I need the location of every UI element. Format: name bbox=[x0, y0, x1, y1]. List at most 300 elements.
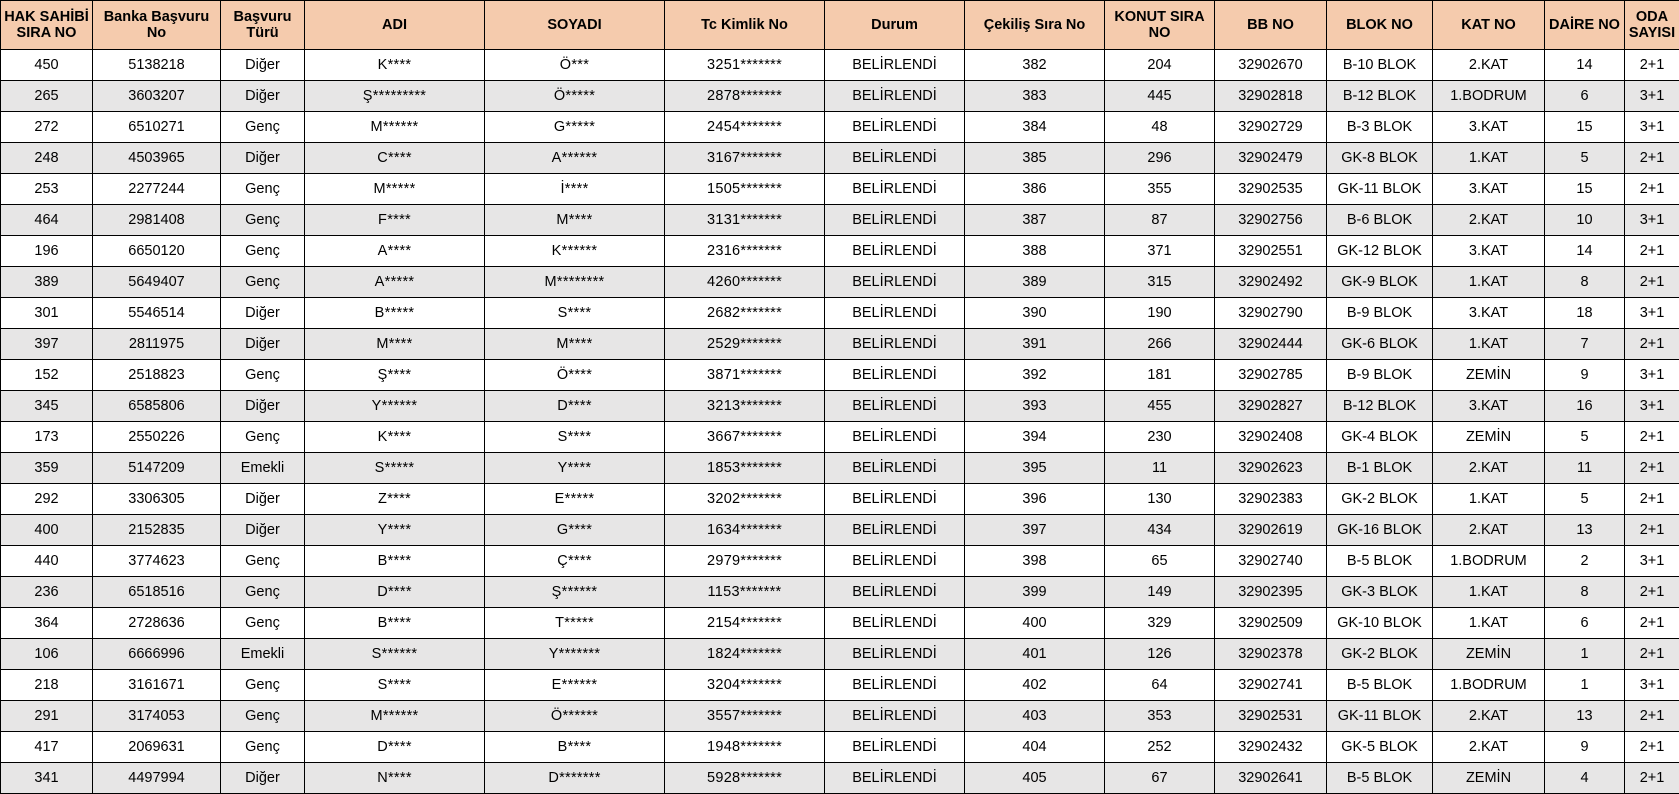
cell-basvuru-turu: Genç bbox=[221, 577, 305, 608]
table-row bbox=[1, 205, 1679, 236]
cell-adi: B**** bbox=[305, 608, 485, 639]
cell-blok-no: B-6 BLOK bbox=[1327, 205, 1433, 236]
cell-oda-sayisi: 3+1 bbox=[1625, 360, 1679, 391]
cell-blok-no: B-9 BLOK bbox=[1327, 298, 1433, 329]
cell-blok-no: GK-11 BLOK bbox=[1327, 174, 1433, 205]
cell-adi: Z**** bbox=[305, 484, 485, 515]
table-row bbox=[1, 670, 1679, 701]
cell-konut-sira-no: 65 bbox=[1105, 546, 1215, 577]
cell-kat-no: ZEMİN bbox=[1433, 639, 1545, 670]
cell-basvuru-turu: Emekli bbox=[221, 639, 305, 670]
cell-bb-no: 32902790 bbox=[1215, 298, 1327, 329]
cell-oda-sayisi: 2+1 bbox=[1625, 174, 1679, 205]
cell-soyadi: A****** bbox=[485, 143, 665, 174]
cell-cekilis-sira-no: 392 bbox=[965, 360, 1105, 391]
cell-konut-sira-no: 355 bbox=[1105, 174, 1215, 205]
cell-durum: BELİRLENDİ bbox=[825, 546, 965, 577]
cell-kat-no: 2.KAT bbox=[1433, 732, 1545, 763]
cell-durum: BELİRLENDİ bbox=[825, 267, 965, 298]
cell-blok-no: GK-11 BLOK bbox=[1327, 701, 1433, 732]
cell-cekilis-sira-no: 383 bbox=[965, 81, 1105, 112]
cell-konut-sira-no: 181 bbox=[1105, 360, 1215, 391]
cell-oda-sayisi: 2+1 bbox=[1625, 763, 1679, 794]
table-row bbox=[1, 329, 1679, 360]
cell-banka-basvuru-no: 2811975 bbox=[93, 329, 221, 360]
cell-blok-no: GK-8 BLOK bbox=[1327, 143, 1433, 174]
cell-cekilis-sira-no: 397 bbox=[965, 515, 1105, 546]
cell-daire-no: 15 bbox=[1545, 112, 1625, 143]
cell-durum: BELİRLENDİ bbox=[825, 329, 965, 360]
cell-basvuru-turu: Diğer bbox=[221, 391, 305, 422]
cell-cekilis-sira-no: 396 bbox=[965, 484, 1105, 515]
cell-adi: M***** bbox=[305, 174, 485, 205]
cell-blok-no: B-3 BLOK bbox=[1327, 112, 1433, 143]
cell-banka-basvuru-no: 5546514 bbox=[93, 298, 221, 329]
cell-banka-basvuru-no: 3603207 bbox=[93, 81, 221, 112]
cell-oda-sayisi: 2+1 bbox=[1625, 515, 1679, 546]
cell-konut-sira-no: 455 bbox=[1105, 391, 1215, 422]
column-header-tc-kimlik-no: Tc Kimlik No bbox=[665, 1, 825, 50]
cell-adi: Ş********* bbox=[305, 81, 485, 112]
cell-konut-sira-no: 48 bbox=[1105, 112, 1215, 143]
cell-soyadi: Ş****** bbox=[485, 577, 665, 608]
cell-basvuru-turu: Diğer bbox=[221, 50, 305, 81]
cell-soyadi: Y******* bbox=[485, 639, 665, 670]
cell-banka-basvuru-no: 3161671 bbox=[93, 670, 221, 701]
cell-bb-no: 32902531 bbox=[1215, 701, 1327, 732]
cell-blok-no: GK-5 BLOK bbox=[1327, 732, 1433, 763]
cell-cekilis-sira-no: 393 bbox=[965, 391, 1105, 422]
cell-bb-no: 32902740 bbox=[1215, 546, 1327, 577]
cell-basvuru-turu: Diğer bbox=[221, 298, 305, 329]
cell-konut-sira-no: 329 bbox=[1105, 608, 1215, 639]
table-row bbox=[1, 236, 1679, 267]
table-header bbox=[1, 1, 1679, 50]
cell-banka-basvuru-no: 3174053 bbox=[93, 701, 221, 732]
cell-konut-sira-no: 434 bbox=[1105, 515, 1215, 546]
cell-tc-kimlik-no: 2154******* bbox=[665, 608, 825, 639]
cell-konut-sira-no: 445 bbox=[1105, 81, 1215, 112]
cell-oda-sayisi: 2+1 bbox=[1625, 732, 1679, 763]
cell-tc-kimlik-no: 3202******* bbox=[665, 484, 825, 515]
cell-soyadi: D******* bbox=[485, 763, 665, 794]
cell-blok-no: B-5 BLOK bbox=[1327, 763, 1433, 794]
cell-banka-basvuru-no: 3774623 bbox=[93, 546, 221, 577]
cell-hak-sahibi-sira-no: 397 bbox=[1, 329, 93, 360]
cell-oda-sayisi: 2+1 bbox=[1625, 236, 1679, 267]
cell-soyadi: E****** bbox=[485, 670, 665, 701]
cell-basvuru-turu: Genç bbox=[221, 267, 305, 298]
cell-basvuru-turu: Diğer bbox=[221, 763, 305, 794]
cell-soyadi: T***** bbox=[485, 608, 665, 639]
cell-hak-sahibi-sira-no: 272 bbox=[1, 112, 93, 143]
cell-durum: BELİRLENDİ bbox=[825, 453, 965, 484]
cell-adi: S**** bbox=[305, 670, 485, 701]
cell-bb-no: 32902383 bbox=[1215, 484, 1327, 515]
cell-oda-sayisi: 3+1 bbox=[1625, 546, 1679, 577]
column-header-adi: ADI bbox=[305, 1, 485, 50]
cell-durum: BELİRLENDİ bbox=[825, 205, 965, 236]
cell-oda-sayisi: 2+1 bbox=[1625, 453, 1679, 484]
cell-basvuru-turu: Emekli bbox=[221, 453, 305, 484]
cell-tc-kimlik-no: 2316******* bbox=[665, 236, 825, 267]
cell-adi: K**** bbox=[305, 50, 485, 81]
cell-soyadi: M**** bbox=[485, 329, 665, 360]
cell-banka-basvuru-no: 6666996 bbox=[93, 639, 221, 670]
cell-adi: S****** bbox=[305, 639, 485, 670]
cell-konut-sira-no: 266 bbox=[1105, 329, 1215, 360]
cell-cekilis-sira-no: 395 bbox=[965, 453, 1105, 484]
cell-banka-basvuru-no: 6585806 bbox=[93, 391, 221, 422]
cell-bb-no: 32902408 bbox=[1215, 422, 1327, 453]
cell-blok-no: GK-2 BLOK bbox=[1327, 484, 1433, 515]
cell-daire-no: 4 bbox=[1545, 763, 1625, 794]
cell-oda-sayisi: 2+1 bbox=[1625, 329, 1679, 360]
cell-kat-no: 1.KAT bbox=[1433, 484, 1545, 515]
table-body bbox=[1, 50, 1679, 794]
column-header-daire-no: DAİRE NO bbox=[1545, 1, 1625, 50]
cell-basvuru-turu: Genç bbox=[221, 546, 305, 577]
cell-oda-sayisi: 3+1 bbox=[1625, 205, 1679, 236]
cell-durum: BELİRLENDİ bbox=[825, 174, 965, 205]
cell-konut-sira-no: 190 bbox=[1105, 298, 1215, 329]
cell-cekilis-sira-no: 394 bbox=[965, 422, 1105, 453]
cell-daire-no: 5 bbox=[1545, 143, 1625, 174]
cell-kat-no: 3.KAT bbox=[1433, 391, 1545, 422]
table-row bbox=[1, 174, 1679, 205]
cell-cekilis-sira-no: 387 bbox=[965, 205, 1105, 236]
cell-blok-no: B-9 BLOK bbox=[1327, 360, 1433, 391]
cell-bb-no: 32902827 bbox=[1215, 391, 1327, 422]
cell-hak-sahibi-sira-no: 440 bbox=[1, 546, 93, 577]
cell-oda-sayisi: 3+1 bbox=[1625, 298, 1679, 329]
column-header-hak-sahibi-sira-no: HAK SAHİBİ SIRA NO bbox=[1, 1, 93, 50]
cell-banka-basvuru-no: 2069631 bbox=[93, 732, 221, 763]
cell-hak-sahibi-sira-no: 364 bbox=[1, 608, 93, 639]
cell-adi: D**** bbox=[305, 577, 485, 608]
cell-durum: BELİRLENDİ bbox=[825, 701, 965, 732]
cell-hak-sahibi-sira-no: 196 bbox=[1, 236, 93, 267]
cell-cekilis-sira-no: 385 bbox=[965, 143, 1105, 174]
table-row bbox=[1, 360, 1679, 391]
cell-bb-no: 32902432 bbox=[1215, 732, 1327, 763]
column-header-soyadi: SOYADI bbox=[485, 1, 665, 50]
cell-konut-sira-no: 130 bbox=[1105, 484, 1215, 515]
cell-durum: BELİRLENDİ bbox=[825, 763, 965, 794]
table-row bbox=[1, 484, 1679, 515]
cell-tc-kimlik-no: 3557******* bbox=[665, 701, 825, 732]
cell-daire-no: 9 bbox=[1545, 732, 1625, 763]
cell-cekilis-sira-no: 386 bbox=[965, 174, 1105, 205]
cell-banka-basvuru-no: 5147209 bbox=[93, 453, 221, 484]
cell-cekilis-sira-no: 401 bbox=[965, 639, 1105, 670]
cell-oda-sayisi: 2+1 bbox=[1625, 639, 1679, 670]
cell-soyadi: G***** bbox=[485, 112, 665, 143]
cell-soyadi: D**** bbox=[485, 391, 665, 422]
cell-kat-no: 3.KAT bbox=[1433, 112, 1545, 143]
cell-cekilis-sira-no: 390 bbox=[965, 298, 1105, 329]
cell-blok-no: B-5 BLOK bbox=[1327, 670, 1433, 701]
cell-kat-no: 2.KAT bbox=[1433, 515, 1545, 546]
cell-kat-no: 2.KAT bbox=[1433, 205, 1545, 236]
cell-durum: BELİRLENDİ bbox=[825, 391, 965, 422]
cell-bb-no: 32902619 bbox=[1215, 515, 1327, 546]
cell-cekilis-sira-no: 405 bbox=[965, 763, 1105, 794]
cell-adi: B***** bbox=[305, 298, 485, 329]
cell-kat-no: 3.KAT bbox=[1433, 298, 1545, 329]
cell-hak-sahibi-sira-no: 301 bbox=[1, 298, 93, 329]
cell-blok-no: GK-3 BLOK bbox=[1327, 577, 1433, 608]
cell-banka-basvuru-no: 6518516 bbox=[93, 577, 221, 608]
cell-oda-sayisi: 2+1 bbox=[1625, 701, 1679, 732]
cell-oda-sayisi: 2+1 bbox=[1625, 577, 1679, 608]
cell-durum: BELİRLENDİ bbox=[825, 50, 965, 81]
cell-tc-kimlik-no: 1824******* bbox=[665, 639, 825, 670]
cell-durum: BELİRLENDİ bbox=[825, 360, 965, 391]
cell-durum: BELİRLENDİ bbox=[825, 143, 965, 174]
cell-soyadi: Ö*** bbox=[485, 50, 665, 81]
cell-konut-sira-no: 204 bbox=[1105, 50, 1215, 81]
table-row bbox=[1, 608, 1679, 639]
cell-banka-basvuru-no: 2152835 bbox=[93, 515, 221, 546]
cell-konut-sira-no: 353 bbox=[1105, 701, 1215, 732]
cell-kat-no: 2.KAT bbox=[1433, 50, 1545, 81]
cell-konut-sira-no: 149 bbox=[1105, 577, 1215, 608]
cell-bb-no: 32902756 bbox=[1215, 205, 1327, 236]
cell-konut-sira-no: 296 bbox=[1105, 143, 1215, 174]
cell-banka-basvuru-no: 4503965 bbox=[93, 143, 221, 174]
cell-hak-sahibi-sira-no: 389 bbox=[1, 267, 93, 298]
table-row bbox=[1, 639, 1679, 670]
cell-tc-kimlik-no: 3131******* bbox=[665, 205, 825, 236]
cell-hak-sahibi-sira-no: 341 bbox=[1, 763, 93, 794]
cell-bb-no: 32902492 bbox=[1215, 267, 1327, 298]
table-row bbox=[1, 112, 1679, 143]
cell-daire-no: 8 bbox=[1545, 267, 1625, 298]
column-header-cekilis-sira-no: Çekiliş Sıra No bbox=[965, 1, 1105, 50]
cell-blok-no: B-12 BLOK bbox=[1327, 391, 1433, 422]
cell-kat-no: 1.KAT bbox=[1433, 577, 1545, 608]
cell-bb-no: 32902741 bbox=[1215, 670, 1327, 701]
cell-basvuru-turu: Diğer bbox=[221, 329, 305, 360]
cell-basvuru-turu: Diğer bbox=[221, 515, 305, 546]
column-header-oda-sayisi: ODA SAYISI bbox=[1625, 1, 1679, 50]
cell-konut-sira-no: 87 bbox=[1105, 205, 1215, 236]
cell-cekilis-sira-no: 388 bbox=[965, 236, 1105, 267]
table-row bbox=[1, 577, 1679, 608]
table-header-row bbox=[1, 1, 1679, 50]
cell-tc-kimlik-no: 1948******* bbox=[665, 732, 825, 763]
cell-tc-kimlik-no: 1153******* bbox=[665, 577, 825, 608]
cell-banka-basvuru-no: 5138218 bbox=[93, 50, 221, 81]
cell-hak-sahibi-sira-no: 417 bbox=[1, 732, 93, 763]
cell-konut-sira-no: 315 bbox=[1105, 267, 1215, 298]
cell-daire-no: 15 bbox=[1545, 174, 1625, 205]
cell-adi: M****** bbox=[305, 701, 485, 732]
cell-soyadi: M**** bbox=[485, 205, 665, 236]
cell-tc-kimlik-no: 3667******* bbox=[665, 422, 825, 453]
cell-daire-no: 14 bbox=[1545, 236, 1625, 267]
cell-hak-sahibi-sira-no: 400 bbox=[1, 515, 93, 546]
cell-kat-no: ZEMİN bbox=[1433, 763, 1545, 794]
cell-oda-sayisi: 3+1 bbox=[1625, 670, 1679, 701]
cell-bb-no: 32902818 bbox=[1215, 81, 1327, 112]
table-row bbox=[1, 515, 1679, 546]
cell-adi: M****** bbox=[305, 112, 485, 143]
cell-soyadi: K****** bbox=[485, 236, 665, 267]
cell-hak-sahibi-sira-no: 248 bbox=[1, 143, 93, 174]
column-header-blok-no: BLOK NO bbox=[1327, 1, 1433, 50]
cell-tc-kimlik-no: 1634******* bbox=[665, 515, 825, 546]
cell-konut-sira-no: 371 bbox=[1105, 236, 1215, 267]
cell-bb-no: 32902378 bbox=[1215, 639, 1327, 670]
cell-bb-no: 32902444 bbox=[1215, 329, 1327, 360]
column-header-durum: Durum bbox=[825, 1, 965, 50]
cell-blok-no: GK-9 BLOK bbox=[1327, 267, 1433, 298]
cell-daire-no: 8 bbox=[1545, 577, 1625, 608]
cell-bb-no: 32902623 bbox=[1215, 453, 1327, 484]
cell-daire-no: 9 bbox=[1545, 360, 1625, 391]
cell-hak-sahibi-sira-no: 253 bbox=[1, 174, 93, 205]
cell-cekilis-sira-no: 404 bbox=[965, 732, 1105, 763]
cell-adi: F**** bbox=[305, 205, 485, 236]
cell-oda-sayisi: 3+1 bbox=[1625, 391, 1679, 422]
cell-adi: K**** bbox=[305, 422, 485, 453]
column-header-basvuru-turu: Başvuru Türü bbox=[221, 1, 305, 50]
cell-cekilis-sira-no: 400 bbox=[965, 608, 1105, 639]
cell-tc-kimlik-no: 3871******* bbox=[665, 360, 825, 391]
cell-blok-no: B-5 BLOK bbox=[1327, 546, 1433, 577]
table-row bbox=[1, 143, 1679, 174]
cell-blok-no: B-12 BLOK bbox=[1327, 81, 1433, 112]
cell-durum: BELİRLENDİ bbox=[825, 670, 965, 701]
table-row bbox=[1, 81, 1679, 112]
cell-banka-basvuru-no: 2518823 bbox=[93, 360, 221, 391]
column-header-kat-no: KAT NO bbox=[1433, 1, 1545, 50]
cell-durum: BELİRLENDİ bbox=[825, 81, 965, 112]
cell-oda-sayisi: 2+1 bbox=[1625, 422, 1679, 453]
table-row bbox=[1, 50, 1679, 81]
cell-basvuru-turu: Genç bbox=[221, 205, 305, 236]
cell-banka-basvuru-no: 2550226 bbox=[93, 422, 221, 453]
cell-kat-no: 3.KAT bbox=[1433, 174, 1545, 205]
cell-durum: BELİRLENDİ bbox=[825, 732, 965, 763]
cell-durum: BELİRLENDİ bbox=[825, 608, 965, 639]
cell-adi: Ş**** bbox=[305, 360, 485, 391]
cell-oda-sayisi: 2+1 bbox=[1625, 143, 1679, 174]
cell-kat-no: ZEMİN bbox=[1433, 422, 1545, 453]
cell-banka-basvuru-no: 2981408 bbox=[93, 205, 221, 236]
cell-bb-no: 32902551 bbox=[1215, 236, 1327, 267]
cell-tc-kimlik-no: 2454******* bbox=[665, 112, 825, 143]
table-row bbox=[1, 763, 1679, 794]
cell-blok-no: B-10 BLOK bbox=[1327, 50, 1433, 81]
cell-daire-no: 7 bbox=[1545, 329, 1625, 360]
cell-soyadi: B**** bbox=[485, 732, 665, 763]
cell-basvuru-turu: Genç bbox=[221, 112, 305, 143]
cell-durum: BELİRLENDİ bbox=[825, 577, 965, 608]
cell-cekilis-sira-no: 398 bbox=[965, 546, 1105, 577]
cell-blok-no: GK-6 BLOK bbox=[1327, 329, 1433, 360]
cell-durum: BELİRLENDİ bbox=[825, 422, 965, 453]
cell-banka-basvuru-no: 6510271 bbox=[93, 112, 221, 143]
cell-soyadi: Ç**** bbox=[485, 546, 665, 577]
cell-basvuru-turu: Genç bbox=[221, 360, 305, 391]
cell-basvuru-turu: Genç bbox=[221, 236, 305, 267]
cell-tc-kimlik-no: 2682******* bbox=[665, 298, 825, 329]
cell-tc-kimlik-no: 5928******* bbox=[665, 763, 825, 794]
cell-cekilis-sira-no: 382 bbox=[965, 50, 1105, 81]
cell-cekilis-sira-no: 403 bbox=[965, 701, 1105, 732]
cell-adi: N**** bbox=[305, 763, 485, 794]
cell-durum: BELİRLENDİ bbox=[825, 484, 965, 515]
cell-oda-sayisi: 2+1 bbox=[1625, 484, 1679, 515]
cell-kat-no: 1.KAT bbox=[1433, 608, 1545, 639]
cell-bb-no: 32902509 bbox=[1215, 608, 1327, 639]
cell-banka-basvuru-no: 4497994 bbox=[93, 763, 221, 794]
column-header-banka-basvuru-no: Banka Başvuru No bbox=[93, 1, 221, 50]
cell-hak-sahibi-sira-no: 152 bbox=[1, 360, 93, 391]
cell-basvuru-turu: Genç bbox=[221, 422, 305, 453]
cell-kat-no: 1.KAT bbox=[1433, 329, 1545, 360]
table-row bbox=[1, 267, 1679, 298]
cell-bb-no: 32902395 bbox=[1215, 577, 1327, 608]
cell-blok-no: GK-10 BLOK bbox=[1327, 608, 1433, 639]
cell-konut-sira-no: 11 bbox=[1105, 453, 1215, 484]
cell-daire-no: 6 bbox=[1545, 608, 1625, 639]
cell-kat-no: ZEMİN bbox=[1433, 360, 1545, 391]
cell-tc-kimlik-no: 2878******* bbox=[665, 81, 825, 112]
cell-cekilis-sira-no: 399 bbox=[965, 577, 1105, 608]
cell-cekilis-sira-no: 391 bbox=[965, 329, 1105, 360]
cell-bb-no: 32902479 bbox=[1215, 143, 1327, 174]
cell-adi: D**** bbox=[305, 732, 485, 763]
cell-banka-basvuru-no: 3306305 bbox=[93, 484, 221, 515]
cell-cekilis-sira-no: 402 bbox=[965, 670, 1105, 701]
cell-soyadi: G**** bbox=[485, 515, 665, 546]
table-row bbox=[1, 546, 1679, 577]
cell-konut-sira-no: 230 bbox=[1105, 422, 1215, 453]
cell-tc-kimlik-no: 3167******* bbox=[665, 143, 825, 174]
cell-basvuru-turu: Genç bbox=[221, 608, 305, 639]
cell-hak-sahibi-sira-no: 236 bbox=[1, 577, 93, 608]
cell-soyadi: Ö****** bbox=[485, 701, 665, 732]
column-header-bb-no: BB NO bbox=[1215, 1, 1327, 50]
cell-adi: M**** bbox=[305, 329, 485, 360]
cell-hak-sahibi-sira-no: 464 bbox=[1, 205, 93, 236]
cell-basvuru-turu: Genç bbox=[221, 174, 305, 205]
cell-soyadi: Ö***** bbox=[485, 81, 665, 112]
cell-bb-no: 32902535 bbox=[1215, 174, 1327, 205]
cell-adi: Y****** bbox=[305, 391, 485, 422]
cell-basvuru-turu: Diğer bbox=[221, 81, 305, 112]
cell-soyadi: S**** bbox=[485, 298, 665, 329]
cell-cekilis-sira-no: 384 bbox=[965, 112, 1105, 143]
cell-daire-no: 10 bbox=[1545, 205, 1625, 236]
cell-basvuru-turu: Diğer bbox=[221, 143, 305, 174]
cell-blok-no: GK-4 BLOK bbox=[1327, 422, 1433, 453]
cell-bb-no: 32902670 bbox=[1215, 50, 1327, 81]
cell-kat-no: 3.KAT bbox=[1433, 236, 1545, 267]
cell-daire-no: 1 bbox=[1545, 639, 1625, 670]
cell-konut-sira-no: 252 bbox=[1105, 732, 1215, 763]
cell-adi: A**** bbox=[305, 236, 485, 267]
cell-kat-no: 1.BODRUM bbox=[1433, 81, 1545, 112]
cell-daire-no: 6 bbox=[1545, 81, 1625, 112]
cell-tc-kimlik-no: 4260******* bbox=[665, 267, 825, 298]
cell-tc-kimlik-no: 1853******* bbox=[665, 453, 825, 484]
cell-kat-no: 1.BODRUM bbox=[1433, 546, 1545, 577]
